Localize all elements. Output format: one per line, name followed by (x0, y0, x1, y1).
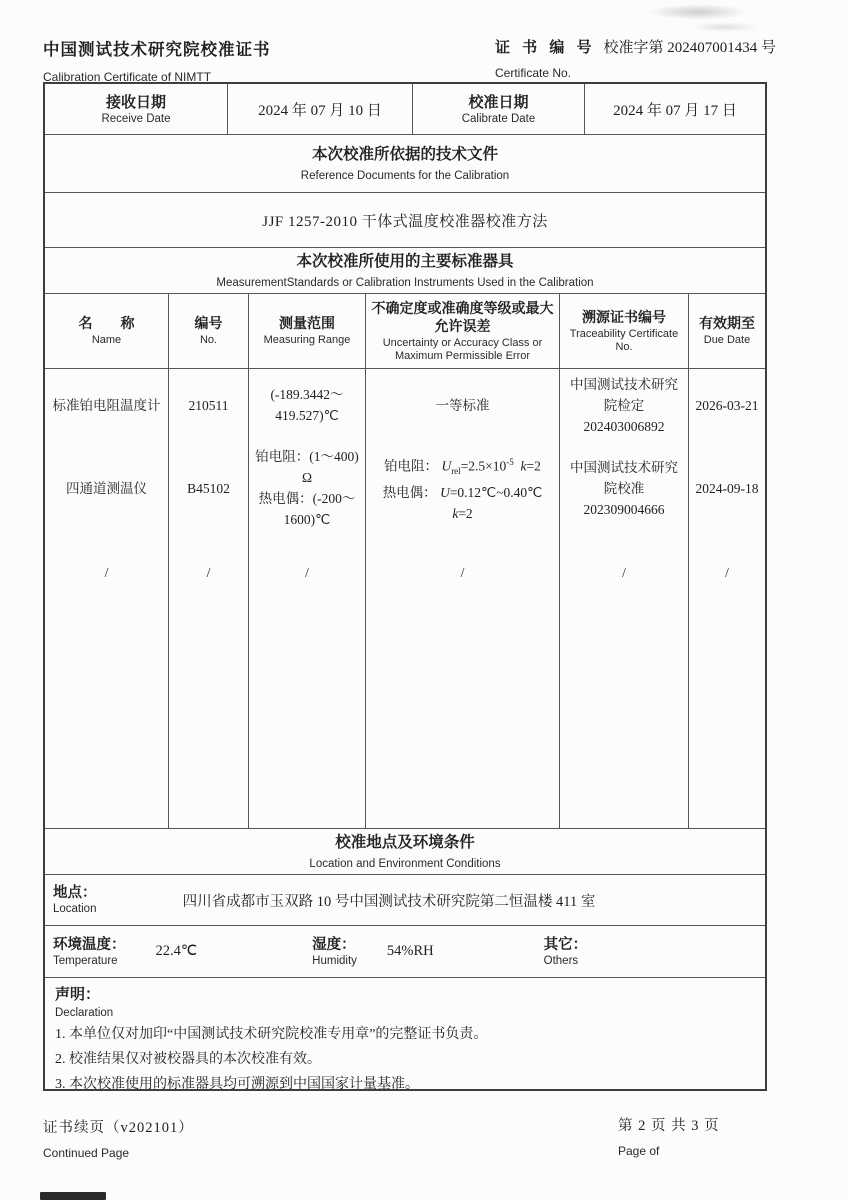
measuring-range (249, 369, 365, 441)
column-header-due-date (689, 294, 765, 368)
reference-heading-cn: 本次校准所依据的技术文件 (311, 145, 498, 163)
traceability-line: 院检定 (603, 397, 645, 413)
receive-date-value: 2024 年 07 月 10 日 (258, 102, 382, 119)
temperature-label-cn: 环境温度： (53, 936, 126, 953)
uncertainty-part (514, 458, 517, 473)
footer-page-number-cn: 第 2 页 共 3 页 (618, 1118, 720, 1134)
standards-table-body (45, 368, 765, 828)
traceability-column (560, 369, 689, 828)
humidity-value: 54%RH (386, 943, 434, 959)
document-title-block (43, 36, 271, 84)
temperature-value: 22.4℃ (155, 943, 198, 959)
declaration-item: 1. 本单位仅对加印“中国测试技术研究院校准专用章”的完整证书负责。 (55, 1027, 488, 1042)
location-label-en: Location (53, 903, 97, 915)
instrument-no: / (206, 565, 211, 580)
humidity-label-en: Humidity (312, 954, 357, 967)
uncertainty-part: k (452, 506, 459, 522)
column-header-due-date-en: Due Date (703, 334, 751, 347)
declaration-item: 3. 本次校准使用的标准器具均可溯源到中国国家计量基准。 (55, 1077, 419, 1092)
receive-date-label-en: Receive Date (101, 112, 171, 125)
due-date: / (725, 565, 729, 580)
range-line: 1600)℃ (283, 512, 331, 527)
calibrate-date-value: 2024 年 07 月 17 日 (613, 102, 737, 119)
reference-section-heading (45, 134, 765, 192)
certificate-number-label-en: Certificate No. (495, 66, 572, 80)
column-header-traceability-en: Traceability Certificate No. (569, 327, 679, 353)
declaration-label-en: Declaration (55, 1007, 114, 1019)
uncertainty-part: -5 (506, 456, 514, 467)
footer-continued-cn: 证书续页（v202101） (43, 1120, 194, 1136)
uncertainty-part: U (440, 485, 450, 501)
uncertainty-value (366, 441, 559, 535)
column-header-range-cn: 测量范围 (279, 315, 335, 332)
column-header-range-en: Measuring Range (263, 334, 351, 347)
range-column (249, 369, 366, 828)
temperature-label-en: Temperature (53, 954, 118, 967)
humidity-label-cn: 湿度： (312, 936, 356, 953)
uncertainty-line (452, 503, 472, 524)
uncertainty-part: rel (451, 466, 461, 477)
location-value: 四川省成都市玉双路 10 号中国测试技术研究院第二恒温楼 411 室 (182, 893, 596, 910)
standards-heading-en: MeasurementStandards or Calibration Instruments Used in the Calibration (216, 276, 594, 289)
declaration-section (45, 977, 765, 1092)
uncertainty-part: =0.12℃~0.40℃ (449, 485, 543, 501)
location-section-heading (45, 828, 765, 874)
scan-artifact-bar (40, 1192, 106, 1200)
column-header-no-cn: 编号 (194, 315, 223, 332)
range-line: (-189.3442～ (270, 387, 344, 402)
document-title-cn: 中国测试技术研究院校准证书 (43, 41, 271, 59)
location-row (45, 874, 765, 925)
column-header-traceability-cn: 溯源证书编号 (582, 308, 666, 325)
uncertainty-column (366, 369, 560, 828)
dates-row (45, 84, 765, 134)
location-heading-cn: 校准地点及环境条件 (335, 833, 475, 851)
instrument-name: 四通道测温仪 (66, 480, 147, 496)
reference-document-row (45, 192, 765, 247)
certificate-number-label-cn: 证 书 编 号 (495, 39, 596, 56)
uncertainty-part: 铂电阻： (384, 458, 442, 474)
receive-date-label-cell (45, 84, 228, 134)
location-label-block (45, 884, 133, 916)
declaration-item: 2. 校准结果仅对被校器具的本次校准有效。 (55, 1052, 321, 1067)
traceability-line: 202309004666 (583, 501, 665, 517)
footer-page-number-en: Page of (618, 1144, 660, 1158)
instrument-name: / (104, 565, 109, 580)
traceability-line: 中国测试技术研究 (570, 459, 678, 475)
document-title-en: Calibration Certificate of NIMTT (43, 70, 212, 84)
calibrate-date-label-cell (413, 84, 585, 134)
traceability-line: 院校准 (603, 480, 645, 496)
uncertainty-line (383, 482, 543, 503)
column-header-uncertainty-en: Uncertainty or Accuracy Class or Maximum Permissible Error (382, 336, 543, 362)
range-line: 419.527)℃ (275, 408, 339, 423)
others-label-en: Others (543, 954, 579, 967)
receive-date-value-cell (228, 84, 413, 134)
calibrate-date-value-cell (585, 84, 765, 134)
certificate-number-block (495, 36, 776, 80)
range-line: 铂电阻：(1～400) (255, 449, 359, 464)
due-date-column (689, 369, 765, 828)
location-heading-en: Location and Environment Conditions (309, 857, 501, 870)
measuring-range: / (305, 565, 309, 580)
footer-page-number (618, 1114, 720, 1158)
due-date: 2026-03-21 (695, 397, 759, 413)
certificate-number-line (495, 36, 776, 57)
uncertainty-part: k (520, 458, 527, 474)
instrument-no: 210511 (188, 397, 229, 413)
column-header-no (169, 294, 249, 368)
column-header-name-en: Name (91, 334, 122, 347)
scan-smudge (648, 4, 748, 20)
certificate-body (43, 82, 767, 1091)
column-header-uncertainty (366, 294, 560, 368)
uncertainty-part: U (441, 458, 452, 474)
uncertainty-value: 一等标准 (435, 397, 490, 413)
reference-heading-en: Reference Documents for the Calibration (300, 169, 510, 182)
footer-continued-page (43, 1116, 194, 1160)
column-header-range (249, 294, 366, 368)
declaration-label-cn: 声明： (55, 986, 101, 1003)
footer-continued-en: Continued Page (43, 1146, 130, 1160)
traceability-line: 202403006892 (583, 418, 665, 434)
traceability-cert (560, 441, 688, 535)
receive-date-label-cn: 接收日期 (105, 93, 166, 111)
scan-smudge (690, 22, 760, 32)
environment-row (45, 925, 765, 977)
temperature-label-block (45, 936, 126, 968)
reference-document-text: JJF 1257-2010 干体式温度校准器校准方法 (262, 213, 548, 230)
instrument-no: B45102 (187, 480, 230, 496)
column-header-due-date-cn: 有效期至 (699, 315, 755, 332)
declaration-items (55, 1022, 765, 1097)
calibrate-date-label-cn: 校准日期 (468, 93, 529, 111)
standards-heading-cn: 本次校准所使用的主要标准器具 (296, 252, 514, 270)
instrument-name: 标准铂电阻温度计 (52, 397, 161, 413)
uncertainty-value: / (460, 565, 465, 580)
range-line: Ω (301, 470, 313, 485)
traceability-cert (560, 369, 688, 441)
others-label-block (544, 936, 588, 968)
column-header-traceability (560, 294, 689, 368)
calibrate-date-label-en: Calibrate Date (461, 112, 536, 125)
measuring-range (249, 441, 365, 535)
uncertainty-line (384, 452, 541, 482)
column-header-name (45, 294, 169, 368)
certificate-number-value: 校准字第 202407001434 号 (603, 40, 777, 56)
humidity-label-block (312, 936, 357, 968)
no-column (169, 369, 249, 828)
standards-section-heading (45, 247, 765, 293)
range-line: 热电偶：(-200～ (258, 491, 356, 506)
uncertainty-part: =2.5×10 (460, 458, 507, 474)
uncertainty-part: =2 (458, 506, 473, 522)
column-header-name-cn: 名 称 (78, 315, 135, 332)
uncertainty-part: =2 (526, 458, 541, 474)
location-label-cn: 地点： (53, 885, 97, 901)
name-column (45, 369, 169, 828)
column-header-no-en: No. (199, 334, 218, 347)
column-header-uncertainty-cn: 不确定度或准确度等级或最大允许误差 (371, 299, 554, 334)
uncertainty-part: 热电偶： (382, 485, 441, 501)
due-date: 2024-09-18 (695, 480, 759, 496)
others-label-cn: 其它： (543, 936, 588, 953)
traceability-line: 中国测试技术研究 (570, 376, 678, 392)
standards-table-header (45, 293, 765, 368)
traceability-cert: / (622, 565, 626, 580)
